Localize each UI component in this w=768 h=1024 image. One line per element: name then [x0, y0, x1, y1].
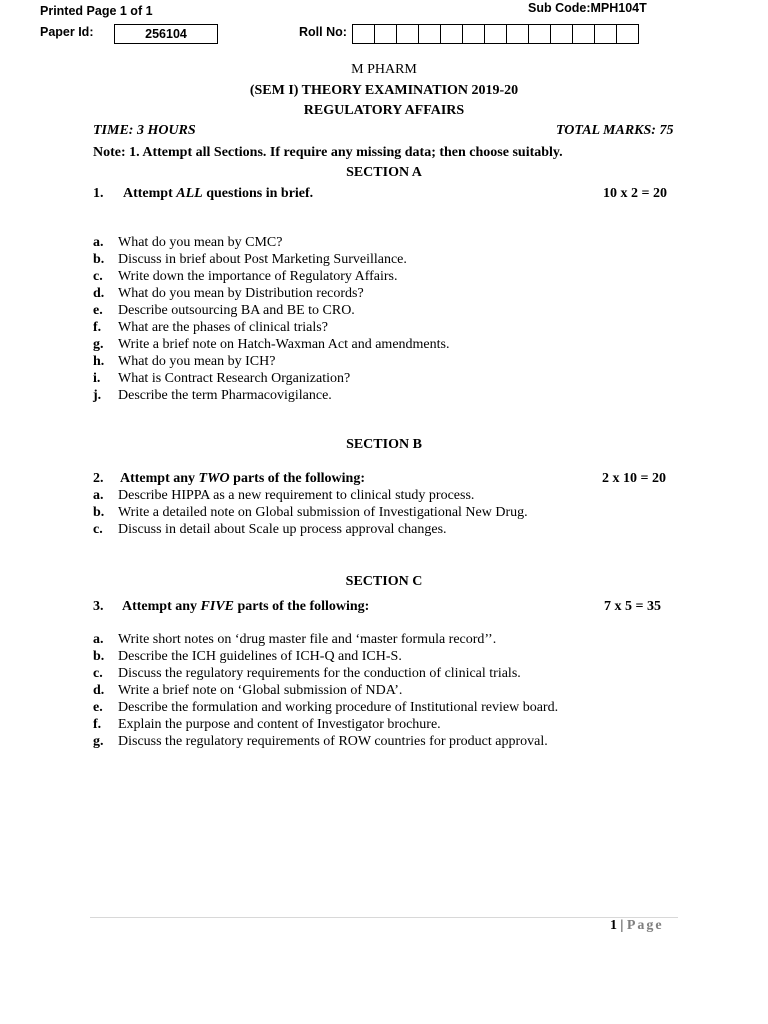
question-item-text: Discuss in brief about Post Marketing Surveillance.: [118, 252, 407, 267]
question-2-heading: [93, 471, 365, 487]
question-emphasis: ALL: [176, 186, 203, 201]
roll-no-cell[interactable]: [529, 25, 551, 43]
roll-no-cell[interactable]: [485, 25, 507, 43]
note-text: Note: 1. Attempt all Sections. If require any missing data; then choose suitably.: [93, 145, 563, 160]
question-item-text: Explain the purpose and content of Investigator brochure.: [118, 717, 441, 732]
roll-no-cell[interactable]: [617, 25, 639, 43]
question-item-letter: e.: [93, 700, 103, 715]
question-number: 1.: [93, 186, 104, 201]
question-item-letter: b.: [93, 252, 105, 267]
roll-no-cell[interactable]: [507, 25, 529, 43]
roll-no-cell[interactable]: [595, 25, 617, 43]
question-text-pre: Attempt any: [122, 599, 201, 614]
paper-id-label: Paper Id:: [40, 25, 94, 39]
question-item-letter: b.: [93, 649, 105, 664]
question-emphasis: TWO: [198, 471, 230, 486]
question-item-text: Describe outsourcing BA and BE to CRO.: [118, 303, 355, 318]
program-title: M PHARM: [351, 62, 417, 77]
question-item-letter: c.: [93, 522, 103, 537]
question-item-text: Discuss the regulatory requirements for the conduction of clinical trials.: [118, 666, 521, 681]
question-item-text: What is Contract Research Organization?: [118, 371, 351, 386]
question-number: 2.: [93, 471, 104, 486]
total-marks-label: TOTAL MARKS: 75: [556, 123, 674, 138]
roll-no-cell[interactable]: [441, 25, 463, 43]
question-item-letter: f.: [93, 320, 102, 335]
question-item-letter: d.: [93, 683, 105, 698]
question-item-text: What are the phases of clinical trials?: [118, 320, 328, 335]
printed-page-label: Printed Page 1 of 1: [40, 4, 153, 18]
question-number: 3.: [93, 599, 104, 614]
question-item-letter: i.: [93, 371, 101, 386]
question-item-letter: e.: [93, 303, 103, 318]
question-item-text: Describe the ICH guidelines of ICH-Q and ICH-S.: [118, 649, 402, 664]
question-item-text: Write a brief note on Hatch-Waxman Act and amendments.: [118, 337, 450, 352]
question-item-letter: c.: [93, 666, 103, 681]
question-item-letter: a.: [93, 488, 104, 503]
section-c-title: SECTION C: [345, 574, 423, 589]
page-footer: [610, 918, 664, 934]
question-item-letter: h.: [93, 354, 105, 369]
question-1-marks: 10 x 2 = 20: [603, 186, 667, 201]
question-item-letter: g.: [93, 337, 104, 352]
paper-id-box: 256104: [114, 24, 218, 44]
question-item-letter: b.: [93, 505, 105, 520]
question-item-letter: g.: [93, 734, 104, 749]
question-item-text: What do you mean by Distribution records?: [118, 286, 364, 301]
question-3-heading: [93, 599, 370, 615]
question-item-text: Describe the term Pharmacovigilance.: [118, 388, 332, 403]
page-separator: |: [617, 918, 627, 933]
question-item-text: Write a brief note on ‘Global submission of NDA’.: [118, 683, 403, 698]
question-text-post: parts of the following:: [234, 599, 370, 614]
subject-title: REGULATORY AFFAIRS: [303, 103, 465, 118]
question-instruction: [122, 599, 369, 615]
roll-no-boxes: [352, 24, 639, 44]
roll-no-cell[interactable]: [419, 25, 441, 43]
question-instruction: [123, 186, 313, 202]
roll-no-cell[interactable]: [353, 25, 375, 43]
question-item-text: Write short notes on ‘drug master file and ‘master formula record’’.: [118, 632, 497, 647]
question-item-letter: a.: [93, 235, 104, 250]
roll-no-cell[interactable]: [551, 25, 573, 43]
question-item-letter: d.: [93, 286, 105, 301]
roll-no-cell[interactable]: [397, 25, 419, 43]
question-item-text: What do you mean by ICH?: [118, 354, 276, 369]
question-item-letter: a.: [93, 632, 104, 647]
question-item-text: Write a detailed note on Global submission of Investigational New Drug.: [118, 505, 528, 520]
roll-no-cell[interactable]: [463, 25, 485, 43]
footer-divider: [90, 917, 678, 918]
time-label: TIME: 3 HOURS: [93, 123, 196, 138]
question-item-letter: f.: [93, 717, 102, 732]
section-a-title: SECTION A: [346, 165, 422, 180]
question-item-text: Describe the formulation and working procedure of Institutional review board.: [118, 700, 559, 715]
question-item-text: Discuss the regulatory requirements of ROW countries for product approval.: [118, 734, 548, 749]
question-text-pre: Attempt any: [120, 471, 199, 486]
question-item-text: Discuss in detail about Scale up process approval changes.: [118, 522, 447, 537]
question-item-letter: j.: [93, 388, 102, 403]
exam-title: (SEM I) THEORY EXAMINATION 2019-20: [249, 83, 519, 98]
roll-no-cell[interactable]: [573, 25, 595, 43]
question-item-letter: c.: [93, 269, 103, 284]
question-emphasis: FIVE: [200, 599, 235, 614]
question-2-marks: 2 x 10 = 20: [602, 471, 666, 486]
page-word: Page: [626, 918, 664, 933]
question-instruction: [120, 471, 365, 487]
page-number: 1: [610, 918, 617, 933]
question-item-text: Describe HIPPA as a new requirement to clinical study process.: [118, 488, 475, 503]
roll-no-cell[interactable]: [375, 25, 397, 43]
question-text-post: parts of the following:: [229, 471, 365, 486]
question-item-text: Write down the importance of Regulatory Affairs.: [118, 269, 398, 284]
sub-code-label: Sub Code:MPH104T: [528, 1, 647, 15]
roll-no-label: Roll No:: [299, 25, 347, 39]
section-b-title: SECTION B: [346, 437, 422, 452]
question-item-text: What do you mean by CMC?: [118, 235, 283, 250]
question-1-heading: [93, 186, 314, 202]
question-3-marks: 7 x 5 = 35: [604, 599, 661, 614]
question-text-post: questions in brief.: [202, 186, 314, 201]
question-text-pre: Attempt: [123, 186, 177, 201]
